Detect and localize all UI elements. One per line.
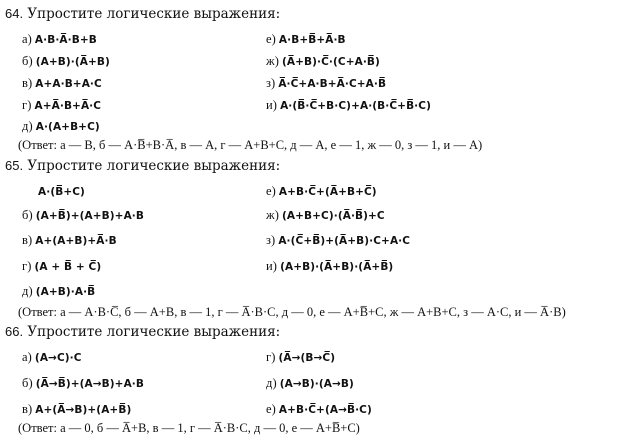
item-label: е) [266,32,276,46]
item-label: а) [22,350,32,364]
problem-number: 64. [5,6,24,21]
expr-64-left-0 [22,32,97,47]
item-label: и) [266,98,278,112]
item-label: в) [22,233,33,247]
expression: (A̅→B̅)+(A→B)+A·B [35,378,144,390]
expression: (A→C)·C [34,352,82,364]
expr-65-left-2 [22,233,117,248]
item-label: ж) [266,208,279,222]
item-label: г) [22,98,32,112]
expr-64-right-1 [266,54,380,69]
expr-64-right-3 [266,98,431,113]
expr-65-left-0 [35,184,85,199]
item-label: б) [22,54,33,68]
expr-64-left-1 [22,54,110,69]
expr-64-left-3 [22,98,101,113]
expression: A·B·A̅·B+B [34,34,97,46]
item-label: в) [22,402,33,416]
problem-title: Упростите логические выражения: [27,158,281,174]
expr-65-right-3 [266,259,393,274]
problem-title: Упростите логические выражения: [27,6,281,22]
item-label: г) [22,259,32,273]
expression: (A→B)·(A→B) [279,378,354,390]
expr-64-right-2 [266,76,386,91]
item-label: д) [22,284,33,298]
item-label: з) [266,233,276,247]
expr-65-right-0 [266,184,377,199]
expr-65-left-1 [22,208,144,223]
expression: A+(A+B)+A̅·B [35,235,117,247]
expr-64-left-4 [22,119,100,134]
expression: A+A̅·B+A̅·C [34,100,102,112]
expression: A·(A+B+C) [35,121,100,133]
expression: A·(B̅·C̅+B·C)+A·(B·C̅+B̅·C) [280,100,431,112]
item-label: е) [266,402,276,416]
expression: (A + B̅ + C̅) [34,261,102,273]
problem-title: Упростите логические выражения: [27,324,281,340]
expression: (A+B)·A·B̅ [35,286,96,298]
expr-65-right-1 [266,208,385,223]
expr-66-left-2 [22,402,131,417]
expression: A+A·B+A·C [35,78,102,90]
item-label: б) [22,208,33,222]
expr-64-left-2 [22,76,102,91]
problem-number: 66. [5,324,24,339]
expr-66-right-2 [266,402,372,417]
item-label: и) [266,259,278,273]
item-label: д) [22,119,33,133]
expression: (A̅+B)·C̅·(C+A·B̅) [282,56,380,68]
expression: (A+B+C)·(A̅·B̅)+C [282,210,385,222]
item-label: е) [266,184,276,198]
expression: A+B·C̅+(A→B̅·C) [278,404,372,416]
expression: A+B·C̅+(A̅+B+C̅) [278,186,377,198]
expr-66-right-1 [266,376,354,391]
expression: (A+B)·(A̅+B)·(A̅+B̅) [280,261,394,273]
expression: A̅·C̅+A·B+A̅·C+A·B̅ [278,78,387,90]
expression: A·B+B̅+A̅·B [278,34,346,46]
item-label: а) [22,32,32,46]
item-label: д) [266,376,277,390]
expression: (A+B)·(A̅+B) [35,56,110,68]
expr-65-left-3 [22,259,101,274]
item-label: ж) [266,54,279,68]
problem-number: 65. [5,158,24,173]
expr-65-right-2 [266,233,410,248]
answer-66: (Ответ: а — 0, б — A̅+B, в — 1, г — A̅·B·C, д — 0, е — A+B̅+C) [18,421,360,435]
expr-65-left-4 [22,284,95,299]
expression: (A̅→(B→C̅) [278,352,336,364]
answer-64: (Ответ: а — B, б — A·B̅+B·A̅, в — A, г — A+B+C, д — A, е — 1, ж — 0, з — 1, и — A) [18,138,483,152]
expression: A·(C̅+B̅)+(A̅+B)·C+A·C [278,235,411,247]
expr-64-right-0 [266,32,346,47]
problem-66-heading [5,324,280,340]
expression: A·(B̅+C) [38,186,85,198]
expr-66-right-0 [266,350,335,365]
answer-65: (Ответ: а — A·B·C̅, б — A+B, в — 1, г — A̅·B·C, д — 0, е — A+B̅+C, ж — A+B+C, з — A·C, и — A̅·B) [18,305,566,319]
expression: (A+B̅)+(A+B)+A·B [35,210,144,222]
expr-66-left-0 [22,350,82,365]
item-label: в) [22,76,33,90]
item-label: б) [22,376,33,390]
problem-64-heading [5,6,280,22]
problem-65-heading [5,158,280,174]
expression: A+(A̅→B)+(A+B̅) [35,404,132,416]
item-label: г) [266,350,276,364]
expr-66-left-1 [22,376,144,391]
item-label: з) [266,76,276,90]
